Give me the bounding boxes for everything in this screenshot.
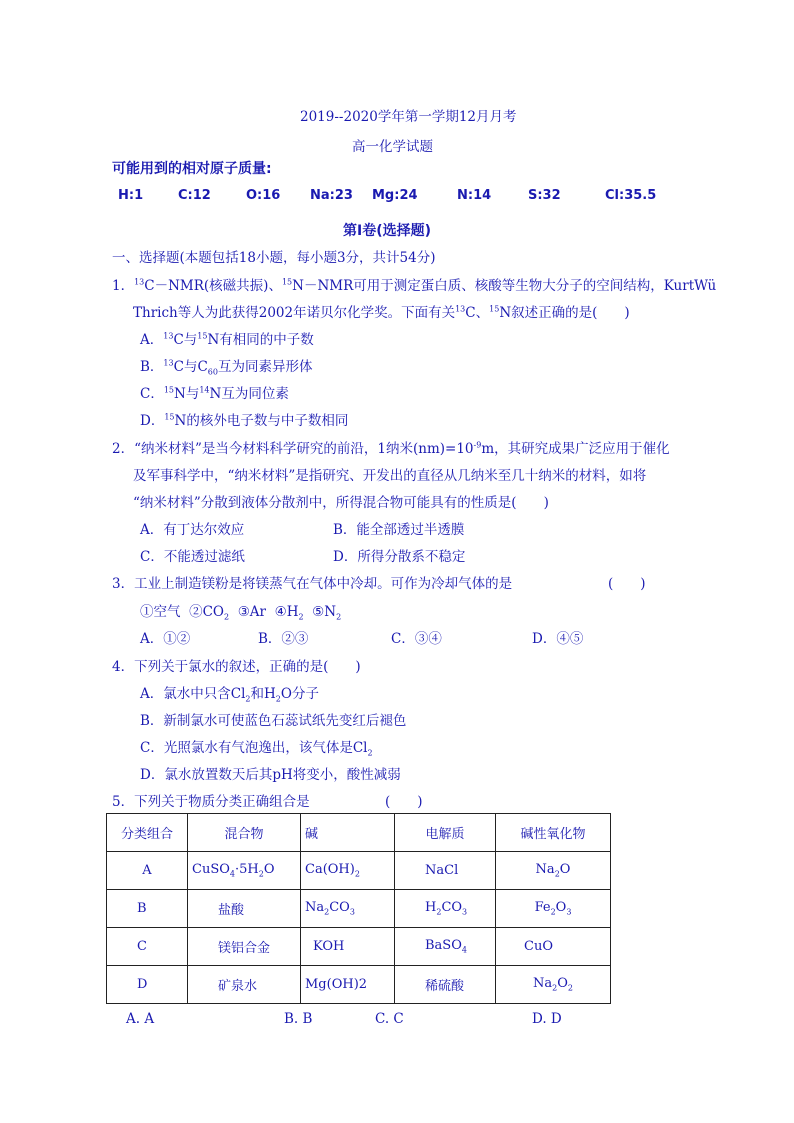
option-text: 和H	[250, 686, 276, 702]
answer-blank[interactable]: ( )	[608, 576, 646, 592]
table-header: 电解质	[395, 814, 496, 852]
superscript-13: 13	[455, 304, 466, 314]
q2-text: m，其研究成果广泛应用于催化	[481, 441, 670, 457]
atomic-mass-o: O:16	[246, 188, 281, 203]
subscript: 3	[566, 907, 572, 917]
superscript-15: 15	[489, 304, 500, 314]
subscript: 2	[245, 694, 251, 704]
subscript: 2	[550, 907, 556, 917]
gas-text: ④H	[274, 604, 299, 620]
q1-text-a: C－NMR(核磁共振)、	[144, 278, 282, 294]
table-header-row	[107, 814, 611, 852]
question-5-stem: 5．下列关于物质分类正确组合是	[112, 794, 310, 810]
table-row	[107, 966, 611, 1004]
gas-item	[312, 604, 341, 620]
superscript-15: 15	[281, 277, 293, 287]
superscript-13: 13	[163, 358, 174, 368]
q1-option-c[interactable]	[140, 382, 289, 402]
q2-text: 2．“纳米材料”是当今材料科学研究的前沿，1纳米(nm)=10	[112, 441, 474, 457]
subscript: 3	[462, 907, 468, 917]
cell-text: O	[263, 862, 275, 878]
q5-option-d[interactable]: D. D	[532, 1011, 562, 1027]
question-2-line3: “纳米材料”分散到液体分散剂中，所得混合物可能具有的性质是( )	[133, 495, 549, 511]
table-cell: 稀硫酸	[395, 966, 496, 1004]
answer-blank[interactable]: ( )	[385, 794, 423, 810]
question-2-line1	[112, 437, 670, 457]
table-row	[107, 928, 611, 966]
question-1-line2	[133, 301, 630, 321]
exam-title: 2019--2020学年第一学期12月月考	[300, 109, 517, 125]
atomic-mass-n: N:14	[457, 188, 492, 203]
table-header: 碱	[301, 814, 395, 852]
table-cell	[301, 890, 395, 928]
subscript: 4	[461, 945, 467, 955]
table-cell: CuO	[496, 928, 611, 966]
option-text: N有相同的中子数	[207, 332, 314, 348]
q4-option-b[interactable]: B．新制氯水可使蓝色石蕊试纸先变红后褪色	[140, 713, 407, 729]
option-text: A．氯水中只含Cl	[140, 686, 246, 702]
subscript: 2	[298, 612, 304, 622]
cell-text: CuSO	[192, 862, 230, 878]
option-label: B．	[140, 359, 164, 375]
subscript: 2	[275, 694, 281, 704]
q3-option-a[interactable]: A．①②	[140, 631, 191, 647]
table-cell	[496, 966, 611, 1004]
cell-text: Fe	[534, 900, 551, 916]
subscript: 3	[349, 907, 355, 917]
subscript: 2	[354, 869, 360, 879]
table-cell	[301, 852, 395, 890]
gas-item: ①空气	[140, 604, 181, 620]
cell-text: Ca(OH)	[305, 862, 355, 878]
subscript: 2	[436, 907, 442, 917]
atomic-mass-mg: Mg:24	[372, 188, 418, 203]
gas-item	[189, 604, 229, 620]
superscript-15: 15	[197, 331, 208, 341]
q4-option-c[interactable]	[140, 736, 373, 758]
q1-text-c: Thrich等人为此获得2002年诺贝尔化学奖。下面有关	[133, 305, 456, 321]
option-label: D．	[140, 413, 165, 429]
cell-text: O	[555, 900, 567, 916]
gas-text: ⑤N	[312, 604, 337, 620]
q1-text-b: N－NMR可用于测定蛋白质、核酸等生物大分子的空间结构，KurtWü	[292, 278, 717, 294]
option-text: C．光照氯水有气泡逸出，该气体是Cl	[140, 740, 368, 756]
table-cell	[395, 890, 496, 928]
question-4-stem: 4．下列关于氯水的叙述，正确的是( )	[112, 659, 361, 675]
subscript: 2	[554, 869, 560, 879]
superscript-14: 14	[199, 385, 210, 395]
table-cell: C	[107, 928, 188, 966]
exam-subtitle: 高一化学试题	[352, 139, 433, 155]
q2-option-a[interactable]: A．有丁达尔效应	[140, 522, 245, 538]
table-cell: B	[107, 890, 188, 928]
superscript-15: 15	[163, 385, 175, 395]
table-row	[107, 852, 611, 890]
table-header: 混合物	[188, 814, 301, 852]
cell-text: O	[557, 976, 568, 992]
q2-option-b[interactable]: B．能全部透过半透膜	[333, 522, 465, 538]
option-text: N的核外电子数与中子数相同	[174, 413, 349, 429]
atomic-mass-c: C:12	[178, 188, 211, 203]
table-cell: 镁铝合金	[188, 928, 301, 966]
table-header: 分类组合	[107, 814, 188, 852]
q5-option-c[interactable]: C. C	[375, 1011, 404, 1027]
atomic-mass-cl: Cl:35.5	[605, 188, 657, 203]
exponent: -9	[473, 440, 482, 450]
q2-option-d[interactable]: D．所得分散系不稳定	[333, 549, 466, 565]
table-cell	[395, 928, 496, 966]
table-cell: NaCl	[395, 852, 496, 890]
q1-option-d[interactable]	[140, 409, 348, 429]
classification-table	[106, 813, 611, 1004]
table-row	[107, 890, 611, 928]
section-instructions: 一、选择题(本题包括18小题，每小题3分，共计54分)	[112, 250, 436, 266]
table-cell: D	[107, 966, 188, 1004]
cell-text: O	[559, 862, 571, 878]
cell-text: BaSO	[425, 938, 462, 954]
q1-text-e: N叙述正确的是( )	[499, 305, 630, 321]
option-text: 互为同素异形体	[217, 359, 313, 375]
option-text: O分子	[280, 686, 319, 702]
table-cell: 矿泉水	[188, 966, 301, 1004]
table-cell	[496, 852, 611, 890]
subscript: 2	[324, 907, 330, 917]
subscript: 2	[336, 612, 342, 622]
q4-option-d[interactable]: D．氯水放置数天后其pH将变小，酸性减弱	[140, 767, 401, 783]
atomic-mass-h: H:1	[118, 188, 144, 203]
option-text: C与C	[173, 359, 208, 375]
gas-item: ③Ar	[237, 604, 266, 620]
cell-text: ·5H	[234, 862, 259, 878]
q4-option-a[interactable]	[140, 682, 319, 704]
subscript: 4	[229, 869, 235, 879]
table-cell: A	[107, 852, 188, 890]
subscript: 2	[224, 612, 230, 622]
q3-option-c[interactable]: C．③④	[391, 631, 442, 647]
subscript-60: 60	[207, 367, 218, 377]
atomic-mass-na: Na:23	[310, 188, 353, 203]
table-cell: KOH	[301, 928, 395, 966]
cell-text: Na	[535, 862, 555, 878]
superscript-13: 13	[163, 331, 174, 341]
option-text: N与	[174, 386, 200, 402]
table-header: 碱性氧化物	[496, 814, 611, 852]
q3-option-d[interactable]: D．④⑤	[532, 631, 584, 647]
subscript: 2	[567, 983, 573, 993]
q3-gas-list	[140, 600, 341, 622]
gas-text: ②CO	[189, 604, 224, 620]
q1-number: 1．	[112, 278, 135, 294]
subscript: 2	[367, 748, 373, 758]
q1-option-b[interactable]	[140, 355, 312, 377]
q5-option-b[interactable]: B. B	[284, 1011, 313, 1027]
option-label: A．	[140, 332, 164, 348]
atomic-mass-label: 可能用到的相对原子质量:	[112, 161, 272, 177]
question-2-line2: 及军事科学中，“纳米材料”是指研究、开发出的直径从几纳米至几十纳米的材料，如将	[133, 468, 647, 484]
table-cell	[496, 890, 611, 928]
table-cell: Mg(OH)2	[301, 966, 395, 1004]
q3-option-b[interactable]: B．②③	[258, 631, 309, 647]
option-label: C．	[140, 386, 164, 402]
superscript-15: 15	[164, 412, 175, 422]
q1-text-d: C、	[465, 305, 490, 321]
subscript: 2	[258, 869, 264, 879]
q5-option-a[interactable]: A. A	[126, 1011, 155, 1027]
question-1-line1	[112, 274, 716, 294]
subscript: 2	[552, 983, 558, 993]
section-title: 第Ⅰ卷(选择题)	[343, 223, 432, 239]
table-cell	[188, 852, 301, 890]
cell-text: CO	[329, 900, 350, 916]
option-text: N互为同位素	[209, 386, 289, 402]
gas-item	[275, 604, 304, 620]
cell-text: CO	[441, 900, 463, 916]
cell-text: H	[425, 900, 437, 916]
q1-option-a[interactable]	[140, 328, 314, 348]
option-text: C与	[173, 332, 198, 348]
atomic-mass-s: S:32	[528, 188, 561, 203]
q2-option-c[interactable]: C．不能透过滤纸	[140, 549, 245, 565]
cell-text: Na	[305, 900, 325, 916]
superscript-13: 13	[134, 277, 145, 287]
table-cell: 盐酸	[188, 890, 301, 928]
cell-text: Na	[533, 976, 553, 992]
question-3-stem: 3．工业上制造镁粉是将镁蒸气在气体中冷却。可作为冷却气体的是	[112, 576, 513, 592]
